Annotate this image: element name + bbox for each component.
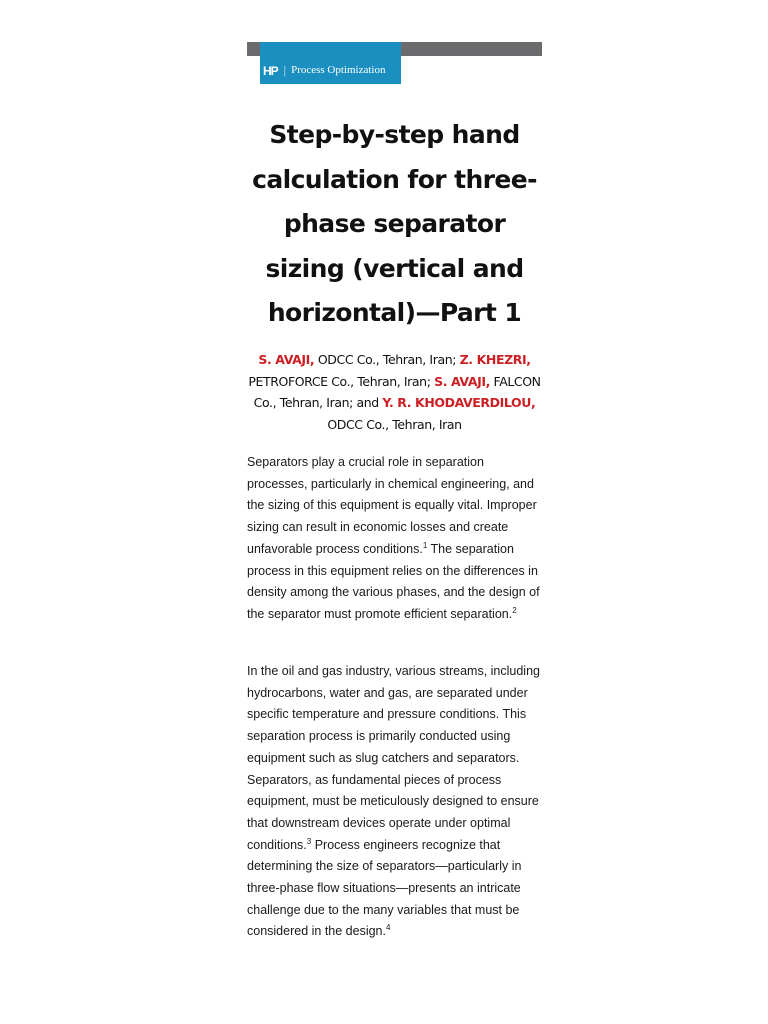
article-title: Step-by-step hand calculation for three-phase separator sizing (vertical and horizontal)—Part 1 (252, 120, 537, 327)
paragraph-text: Separators play a crucial role in separation processes, particularly in chemical engineering, and the sizing of this equipment is equally vital. Improper sizing can result in economic losses and create unfavorable process conditions. (247, 455, 537, 556)
section-banner (260, 42, 401, 84)
paragraph-text: The separation process in this equipment relies on the differences in density among the various phases, and the design of the separator must promote efficient separation. (247, 541, 540, 621)
author-name: Z. KHEZRI, (459, 352, 531, 367)
reference-marker: 3 (306, 836, 312, 846)
hp-logo: HP (263, 64, 278, 78)
reference-marker: 2 (512, 605, 517, 615)
author-affiliation: ODCC Co., Tehran, Iran (327, 416, 462, 432)
author-name: S. AVAJI, (434, 373, 490, 389)
paragraph-text: Process engineers recognize that determining the size of separators—particularly in three-phase flow situations—presents an intricate challenge due to the many variables that must be considered in the design. (247, 837, 522, 939)
body-paragraph (247, 661, 547, 943)
paragraph-text: In the oil and gas industry, various streams, including hydrocarbons, water and gas, are separated under specific temperature and pressure conditions. This separation process is primarily conducted using equipment such as slug catchers and separators. Separators, as fundamental pieces of process equipment, must be meticulously designed to ensure that downstream devices operate under optimal conditions. (247, 664, 540, 852)
author-affiliation: FALCON Co., Tehran, Iran; and (253, 373, 541, 411)
author-list (247, 349, 542, 435)
author-name: S. AVAJI, (258, 352, 315, 367)
body-paragraph (247, 452, 547, 626)
author-affiliation: PETROFORCE Co., Tehran, Iran; (248, 373, 435, 389)
reference-marker: 1 (422, 540, 428, 550)
banner-separator: | (283, 62, 287, 77)
author-name: Y. R. KHODAVERDILOU, (382, 395, 536, 411)
author-affiliation: ODCC Co., Tehran, Iran; (314, 352, 460, 367)
section-label: Process Optimization (291, 64, 386, 76)
reference-marker: 4 (385, 923, 391, 933)
